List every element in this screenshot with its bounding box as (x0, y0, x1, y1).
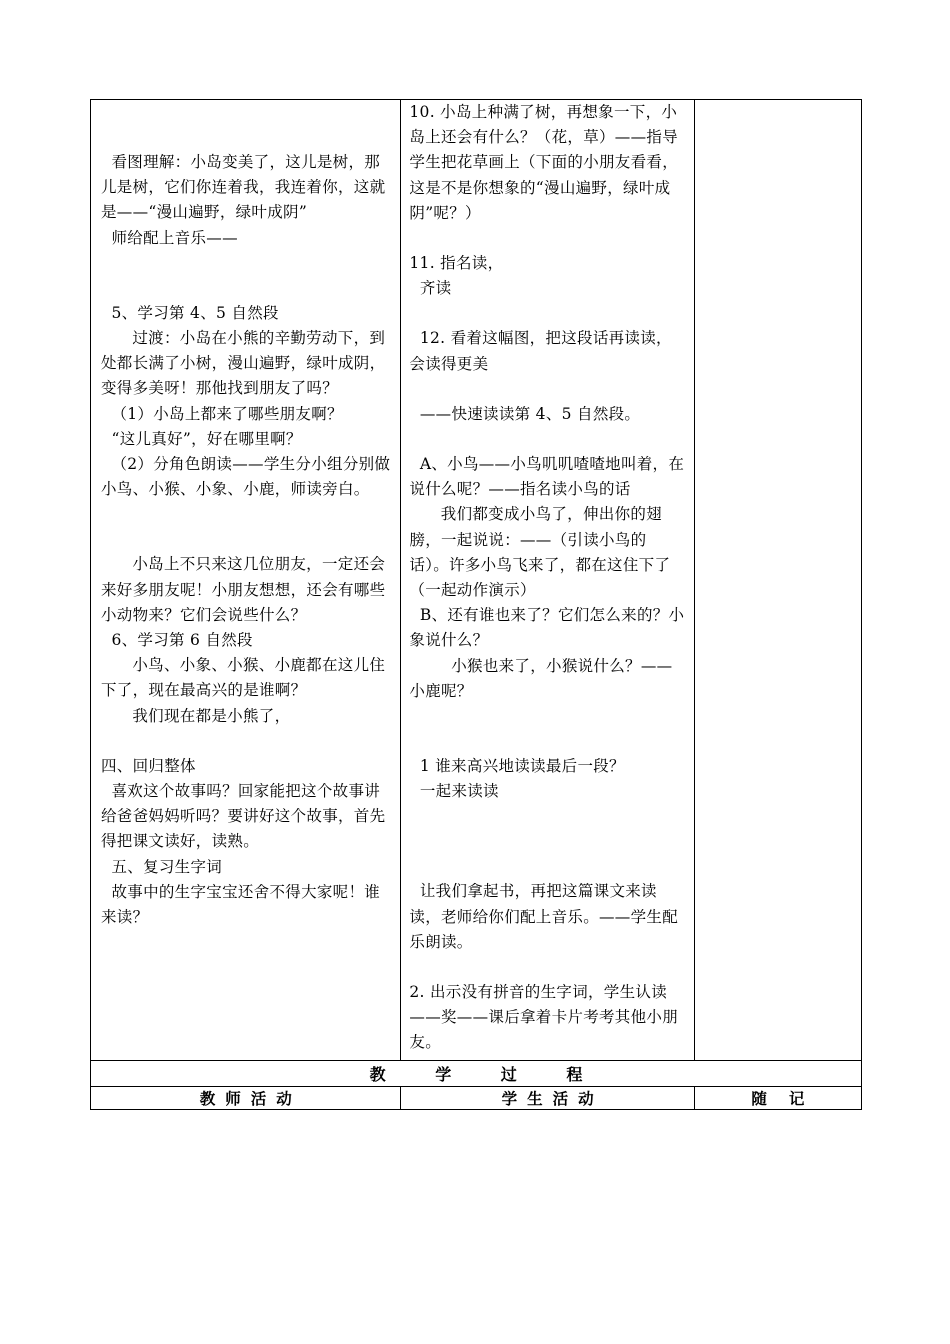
notes-header-text: 随记 (751, 1088, 827, 1108)
content-row (91, 100, 862, 1061)
teacher-paragraph-section-6: 小岛上不只来这几位朋友，一定还会来好多朋友呢！小朋友想想，还会有哪些小动物来？它们会说些什么？ 6、学习第 6 自然段 小鸟、小象、小猴、小鹿都在这儿住下了，现在最高兴的是谁啊？ 我们现在都是小熊了， (101, 555, 386, 725)
student-activity-header (401, 1086, 694, 1109)
student-paragraph-fast-read: ——快速读读第 4、5 自然段。 (409, 404, 641, 423)
process-title-row (91, 1060, 862, 1086)
lesson-plan-table (90, 99, 862, 1110)
student-paragraph-12: 12. 看着这幅图，把这段话再读读，会读得更美 (409, 329, 672, 373)
student-activity-header-text: 学生活动 (501, 1088, 604, 1108)
process-title-text: 教 学 过 程 (369, 1064, 605, 1084)
student-paragraph-last-section: 1 谁来高兴地读读最后一段？ 一起来读读 (419, 757, 625, 801)
student-paragraph-characters: 2. 出示没有拼音的生字词，学生认读——奖——课后拿着卡片考考其他小朋友。 (409, 983, 678, 1052)
student-paragraph-animals: A、小鸟——小鸟叽叽喳喳地叫着，在说什么呢？——指名读小鸟的话 我们都变成小鸟了，伸出你的翅膀，一起说说：——（引读小鸟的话）。许多小鸟飞来了，都在这住下了（一起动作演示） B、还有谁也来了？它们怎么来的？小象说什么？ 小猴也来了，小猴说什么？——小鹿呢？ (409, 455, 685, 700)
column-header-row (91, 1086, 862, 1109)
teacher-activity-cell (91, 100, 401, 1061)
notes-header (694, 1086, 861, 1109)
teacher-activity-header-text: 教师活动 (199, 1088, 302, 1108)
student-paragraph-11: 11. 指名读， 齐读 (409, 254, 504, 298)
student-paragraph-music-read: 让我们拿起书，再把这篇课文来读读，老师给你们配上音乐。——学生配乐朗读。 (409, 882, 678, 951)
student-activity-cell (401, 100, 694, 1061)
process-title (91, 1060, 862, 1086)
student-paragraph-10: 10. 小岛上种满了树，再想象一下，小岛上还会有什么？（花，草）——指导学生把花草画上（下面的小朋友看看，这是不是你想象的“漫山遍野，绿叶成阴”呢？） (409, 103, 678, 222)
teacher-paragraph-section-5: 5、学习第 4、5 自然段 过渡：小岛在小熊的辛勤劳动下，到处都长满了小树，漫山遍野，绿叶成阴，变得多美呀！那他找到朋友了吗？ （1）小岛上都来了哪些朋友啊？ “这儿真好”，好在哪里啊？ （2）分角色朗读——学生分小组分别做小鸟、小猴、小象、小鹿，师读旁白。 (101, 303, 391, 499)
teacher-activity-header (91, 1086, 401, 1109)
notes-cell (694, 100, 861, 1061)
teacher-paragraph-picture: 看图理解：小岛变美了，这儿是树，那儿是树，它们你连着我，我连着你，这就是——“漫山遍野，绿叶成阴” 师给配上音乐—— (101, 153, 386, 247)
teacher-paragraph-review: 四、回归整体 喜欢这个故事吗？回家能把这个故事讲给爸爸妈妈听吗？要讲好这个故事，首先得把课文读好，读熟。 五、复习生字词 故事中的生字宝宝还舍不得大家呢！谁来读？ (101, 756, 386, 927)
